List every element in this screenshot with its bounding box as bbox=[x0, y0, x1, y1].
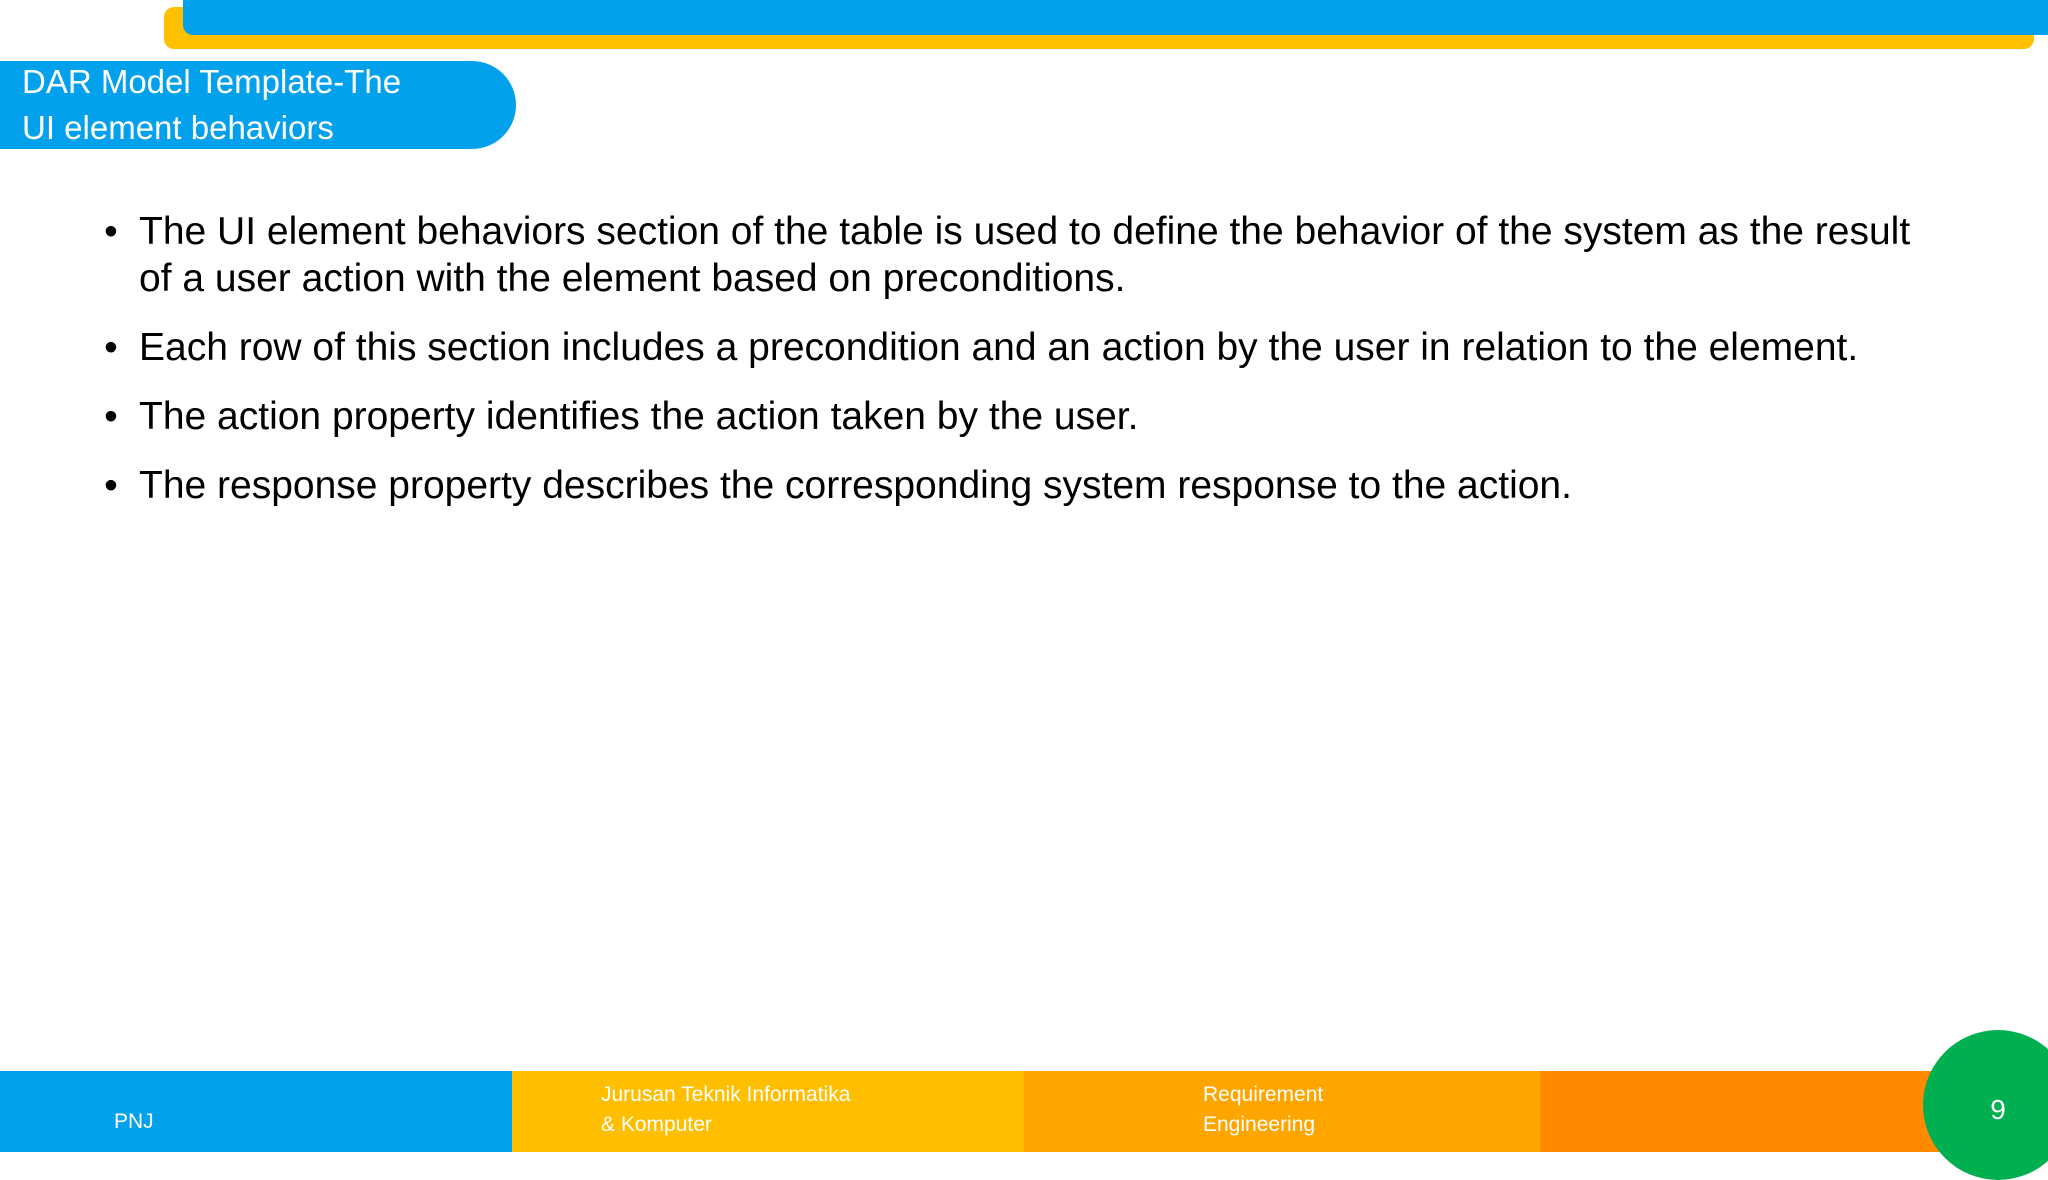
footer-department-line-1: Jurusan Teknik Informatika bbox=[601, 1083, 851, 1106]
footer-course-line-2: Engineering bbox=[1203, 1113, 1316, 1136]
bullet-text: Each row of this section includes a precondition and an action by the user in relation to the element. bbox=[139, 326, 1859, 369]
footer-department-line-2: & Komputer bbox=[601, 1113, 712, 1136]
slide-title-line-2: UI element behaviors bbox=[22, 109, 334, 146]
bullet-item bbox=[100, 393, 1920, 440]
bullet-icon: • bbox=[104, 464, 118, 507]
page-number: 9 bbox=[1990, 1094, 2006, 1125]
bullet-item bbox=[100, 462, 1920, 509]
bullet-text: The action property identifies the action taken by the user. bbox=[139, 395, 1139, 438]
top-accent-bar-blue bbox=[183, 0, 2048, 35]
footer-segment-course bbox=[1024, 1071, 1540, 1152]
bullet-icon: • bbox=[104, 395, 118, 438]
bullet-item bbox=[100, 324, 1920, 371]
footer-department bbox=[601, 1080, 850, 1140]
bullet-item bbox=[100, 208, 1920, 302]
footer-segment-institution bbox=[0, 1071, 512, 1152]
footer-segment-department bbox=[512, 1071, 1024, 1152]
bullet-list bbox=[100, 208, 1920, 531]
footer-course bbox=[1203, 1080, 1323, 1140]
footer-course-line-1: Requirement bbox=[1203, 1083, 1324, 1106]
slide-title bbox=[0, 61, 516, 149]
footer-bar bbox=[0, 1071, 2048, 1152]
bullet-icon: • bbox=[104, 210, 118, 253]
bullet-icon: • bbox=[104, 326, 118, 369]
bullet-text: The UI element behaviors section of the table is used to define the behavior of the system as the result of a user action with the element based on preconditions. bbox=[139, 210, 1911, 300]
slide-title-line-1: DAR Model Template-The bbox=[22, 63, 402, 100]
footer-institution-label: PNJ bbox=[114, 1110, 154, 1133]
bullet-text: The response property describes the corresponding system response to the action. bbox=[139, 464, 1572, 507]
